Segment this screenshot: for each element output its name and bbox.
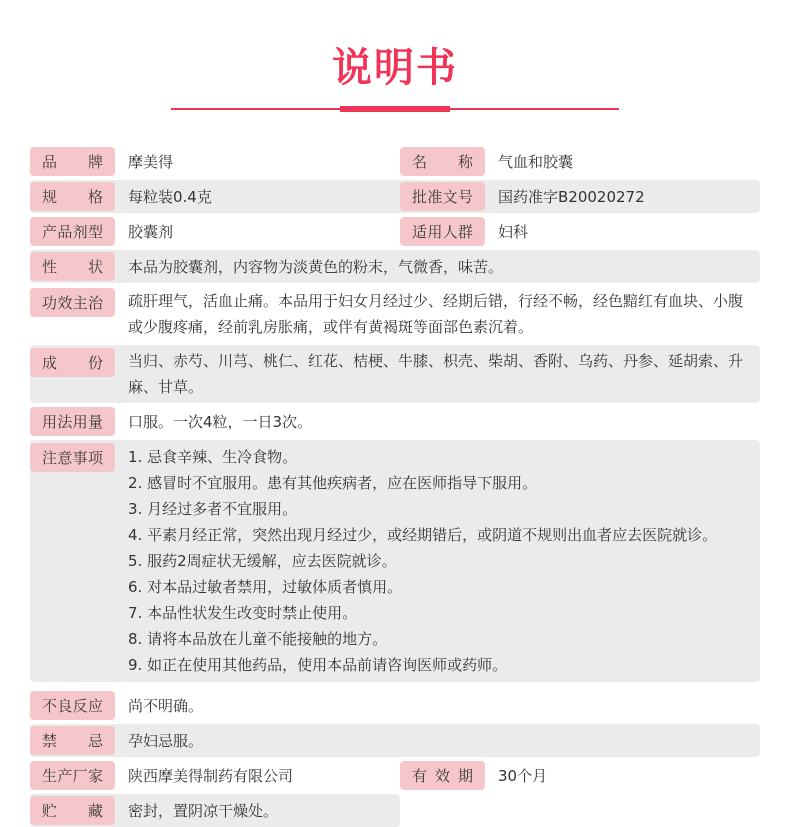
shelf-life-value: 30个月 xyxy=(498,766,548,785)
title-divider-bar xyxy=(340,106,450,112)
precaution-item: 3. 月经过多者不宜服用。 xyxy=(128,500,298,518)
row-precautions xyxy=(30,440,760,682)
row-contraindications xyxy=(30,724,760,757)
precaution-item: 9. 如正在使用其他药品，使用本品前请咨询医师或药师。 xyxy=(128,656,508,674)
target-group-label: 适 用 人 群 xyxy=(400,217,485,246)
shelf-life-label: 有 效 期 xyxy=(400,761,485,790)
spec-value: 每粒装0.4克 xyxy=(128,187,212,206)
field-approval-number xyxy=(400,182,760,211)
precautions-label: 注 意 事 项 xyxy=(30,443,115,472)
properties-value: 本品为胶囊剂，内容物为淡黄色的粉末，气微香，味苦。 xyxy=(128,257,504,276)
storage-value: 密封，置阴凉干燥处。 xyxy=(128,801,279,820)
ingredients-value: 当归、赤芍、川芎、桃仁、红花、桔梗、牛膝、枳壳、柴胡、香附、乌药、丹参、延胡索、升麻、甘草。 xyxy=(128,352,744,396)
indications-label: 功 效 主 治 xyxy=(30,288,115,317)
precaution-item: 8. 请将本品放在儿童不能接触的地方。 xyxy=(128,630,388,648)
title-divider xyxy=(171,106,619,112)
brand-value: 摩美得 xyxy=(128,152,174,171)
manufacturer-value: 陕西摩美得制药有限公司 xyxy=(128,766,294,785)
name-value: 气血和胶囊 xyxy=(498,152,574,171)
precaution-item: 2. 感冒时不宜服用。患有其他疾病者，应在医师指导下服用。 xyxy=(128,474,538,492)
page-title: 说明书 xyxy=(332,44,458,91)
row-adverse-reactions xyxy=(30,689,760,722)
field-name xyxy=(400,147,760,176)
contraindications-value: 孕妇忌服。 xyxy=(128,731,204,750)
precaution-item: 4. 平素月经正常，突然出现月经过少，或经期错后，或阴道不规则出血者应去医院就诊。 xyxy=(128,526,718,544)
row-indications xyxy=(30,285,760,343)
properties-label: 性 状 xyxy=(30,252,115,281)
ingredients-label: 成 份 xyxy=(30,348,115,377)
target-group-value: 妇科 xyxy=(498,222,529,241)
usage-dosage-label: 用 法 用 量 xyxy=(30,407,115,436)
storage-label: 贮 藏 xyxy=(30,796,115,825)
name-label: 名 称 xyxy=(400,147,485,176)
field-shelf-life xyxy=(400,761,760,790)
field-manufacturer xyxy=(30,761,400,790)
adverse-reactions-value: 尚不明确。 xyxy=(128,696,204,715)
row-spec-approval xyxy=(30,180,760,213)
field-spec xyxy=(30,182,400,211)
dosage-form-label: 产 品 剂 型 xyxy=(30,217,115,246)
field-brand xyxy=(30,147,400,176)
manufacturer-label: 生 产 厂 家 xyxy=(30,761,115,790)
row-manufacturer-shelflife xyxy=(30,759,760,792)
precautions-list xyxy=(128,443,717,679)
precaution-item: 6. 对本品过敏者禁用，过敏体质者慎用。 xyxy=(128,578,403,596)
precaution-item: 7. 本品性状发生改变时禁止使用。 xyxy=(128,604,358,622)
dosage-form-value: 胶囊剂 xyxy=(128,222,174,241)
field-dosage-form xyxy=(30,217,400,246)
usage-dosage-value: 口服。一次4粒，一日3次。 xyxy=(128,412,313,431)
row-brand-name xyxy=(30,145,760,178)
row-usage-dosage xyxy=(30,405,760,438)
row-ingredients xyxy=(30,345,760,403)
precaution-item: 1. 忌食辛辣、生冷食物。 xyxy=(128,448,298,466)
row-storage xyxy=(30,794,400,827)
header xyxy=(0,0,790,112)
row-properties xyxy=(30,250,760,283)
approval-number-label: 批 准 文 号 xyxy=(400,182,485,211)
spec-label: 规 格 xyxy=(30,182,115,211)
approval-number-value: 国药准字B20020272 xyxy=(498,187,645,206)
field-target-group xyxy=(400,217,760,246)
precaution-item: 5. 服药2周症状无缓解，应去医院就诊。 xyxy=(128,552,397,570)
indications-value: 疏肝理气，活血止痛。本品用于妇女月经过少、经期后错，行经不畅，经色黯红有血块、小腹或少腹疼痛，经前乳房胀痛，或伴有黄褐斑等面部色素沉着。 xyxy=(128,292,744,336)
instruction-sheet xyxy=(30,145,760,827)
contraindications-label: 禁 忌 xyxy=(30,726,115,755)
adverse-reactions-label: 不 良 反 应 xyxy=(30,691,115,720)
row-form-group xyxy=(30,215,760,248)
brand-label: 品 牌 xyxy=(30,147,115,176)
